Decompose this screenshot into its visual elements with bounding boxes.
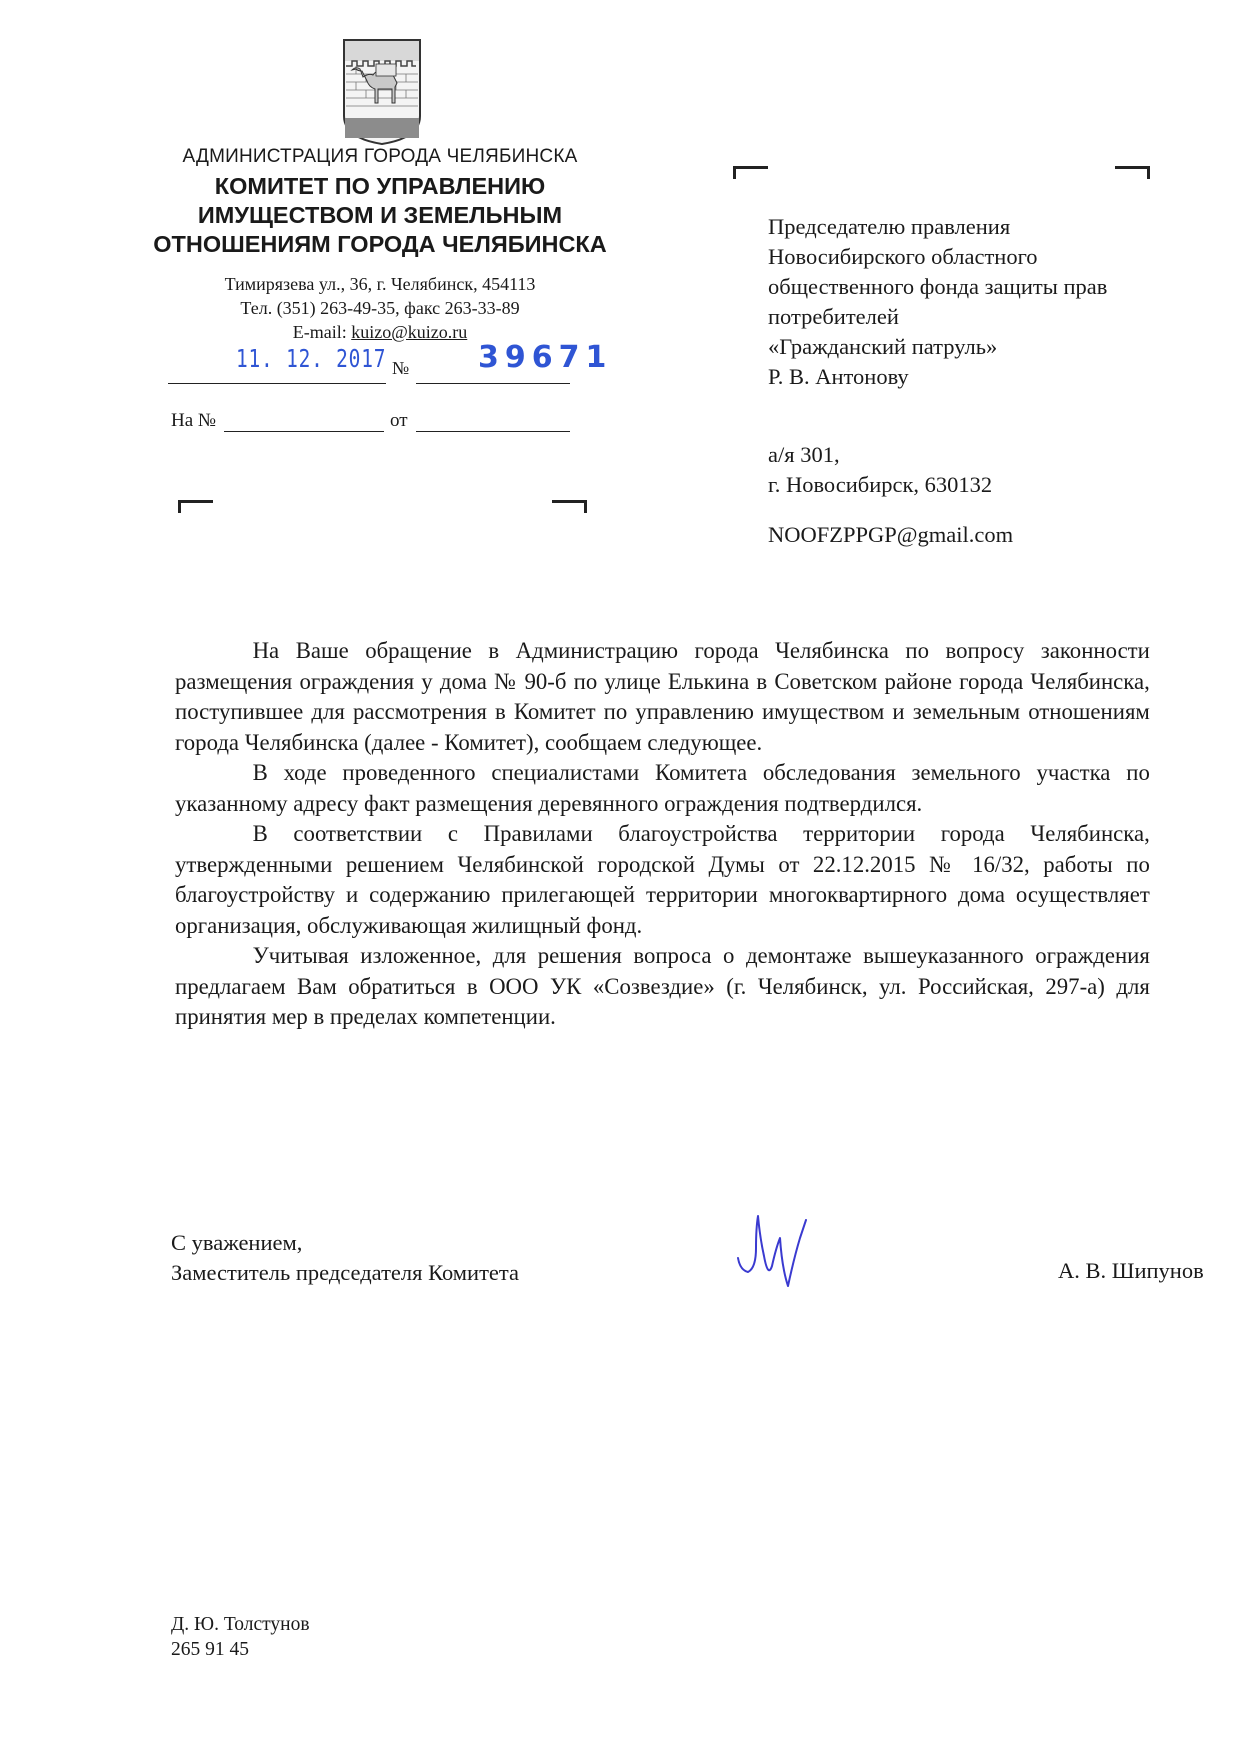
- executor-block: [171, 1612, 310, 1662]
- corner-bracket-left: [733, 166, 768, 179]
- number-sign: №: [392, 358, 410, 378]
- signer-position: Заместитель председателя Комитета: [171, 1260, 519, 1285]
- recipient-line: общественного фонда защиты прав: [768, 274, 1108, 299]
- reference-number-label: На №: [171, 410, 217, 431]
- corner-bracket-right: [1115, 166, 1150, 179]
- letterhead-address: Тимирязева ул., 36, г. Челябинск, 454113: [224, 274, 536, 294]
- body-paragraph: В ходе проведенного специалистами Комитета обследования земельного участка по указанному адресу факт размещения деревянного ограждения подтвердился.: [175, 760, 1150, 817]
- email-label: E-mail:: [292, 322, 352, 342]
- date-stamp: 11. 12. 2017: [236, 344, 387, 373]
- corner-bracket-right: [552, 500, 587, 513]
- executor-name: Д. Ю. Толстунов: [171, 1614, 310, 1635]
- body-paragraph: Учитывая изложенное, для решения вопроса о демонтаже вышеуказанного ограждения предлагаем Вам обратиться в ООО УК «Созвездие» (г. Челябинск, ул. Российская, 297-а) для принятия мер в пределах компетенции.: [175, 943, 1150, 1030]
- recipient-line: потребителей: [768, 304, 899, 329]
- recipient-email[interactable]: NOOFZPPGP@gmail.com: [768, 522, 1014, 547]
- registration-number-stamp: 39671: [478, 340, 613, 375]
- recipient-block: [768, 212, 1107, 392]
- letterhead-contacts: [150, 272, 610, 344]
- recipient-address: [768, 440, 992, 500]
- committee-title-line: ИМУЩЕСТВОМ И ЗЕМЕЛЬНЫМ: [197, 202, 563, 228]
- committee-title: [110, 172, 650, 259]
- letterhead-phone: Тел. (351) 263-49-35, факс 263-33-89: [240, 298, 520, 318]
- executor-phone: 265 91 45: [171, 1639, 249, 1660]
- recipient-line: Новосибирского областного: [768, 244, 1038, 269]
- committee-title-line: КОМИТЕТ ПО УПРАВЛЕНИЮ: [214, 173, 546, 199]
- reference-date-underline: [416, 431, 570, 432]
- body-paragraph: В соответствии с Правилами благоустройства территории города Челябинска, утвержденными решением Челябинской городской Думы от 22.12.2015 № 16/32, работы по благоустройству и содержанию прилегающей территории многоквартирного дома осуществляет организация, обслуживающая жилищный фонд.: [175, 821, 1150, 939]
- reference-from-label: от: [390, 410, 408, 431]
- administration-title: АДМИНИСТРАЦИЯ ГОРОДА ЧЕЛЯБИНСКА: [182, 146, 578, 167]
- closing-block: [171, 1228, 519, 1288]
- recipient-po-box: а/я 301,: [768, 442, 840, 467]
- body-paragraph: На Ваше обращение в Администрацию города Челябинска по вопросу законности размещения ограждения у дома № 90-б по улице Елькина в Советском районе города Челябинска, поступившее для рассмотрения в Комитет по управлению имуществом и земельным отношениям города Челябинска (далее - Комитет), сообщаем следующее.: [175, 638, 1150, 756]
- signer-name: А. В. Шипунов: [1058, 1258, 1204, 1283]
- recipient-city: г. Новосибирск, 630132: [768, 472, 993, 497]
- committee-title-line: ОТНОШЕНИЯМ ГОРОДА ЧЕЛЯБИНСКА: [153, 231, 607, 257]
- recipient-name: Р. В. Антонову: [768, 364, 909, 389]
- letterhead-email-link[interactable]: kuizo@kuizo.ru: [351, 322, 468, 342]
- closing-salutation: С уважением,: [171, 1230, 303, 1255]
- date-underline: [168, 383, 386, 384]
- letter-body: [175, 636, 1150, 1033]
- number-underline: [416, 383, 570, 384]
- recipient-line: Председателю правления: [768, 214, 1011, 239]
- corner-bracket-left: [178, 500, 213, 513]
- reference-number-underline: [224, 431, 384, 432]
- recipient-line: «Гражданский патруль»: [768, 334, 998, 359]
- signature-icon: [730, 1208, 830, 1298]
- coat-of-arms-icon: [342, 38, 422, 146]
